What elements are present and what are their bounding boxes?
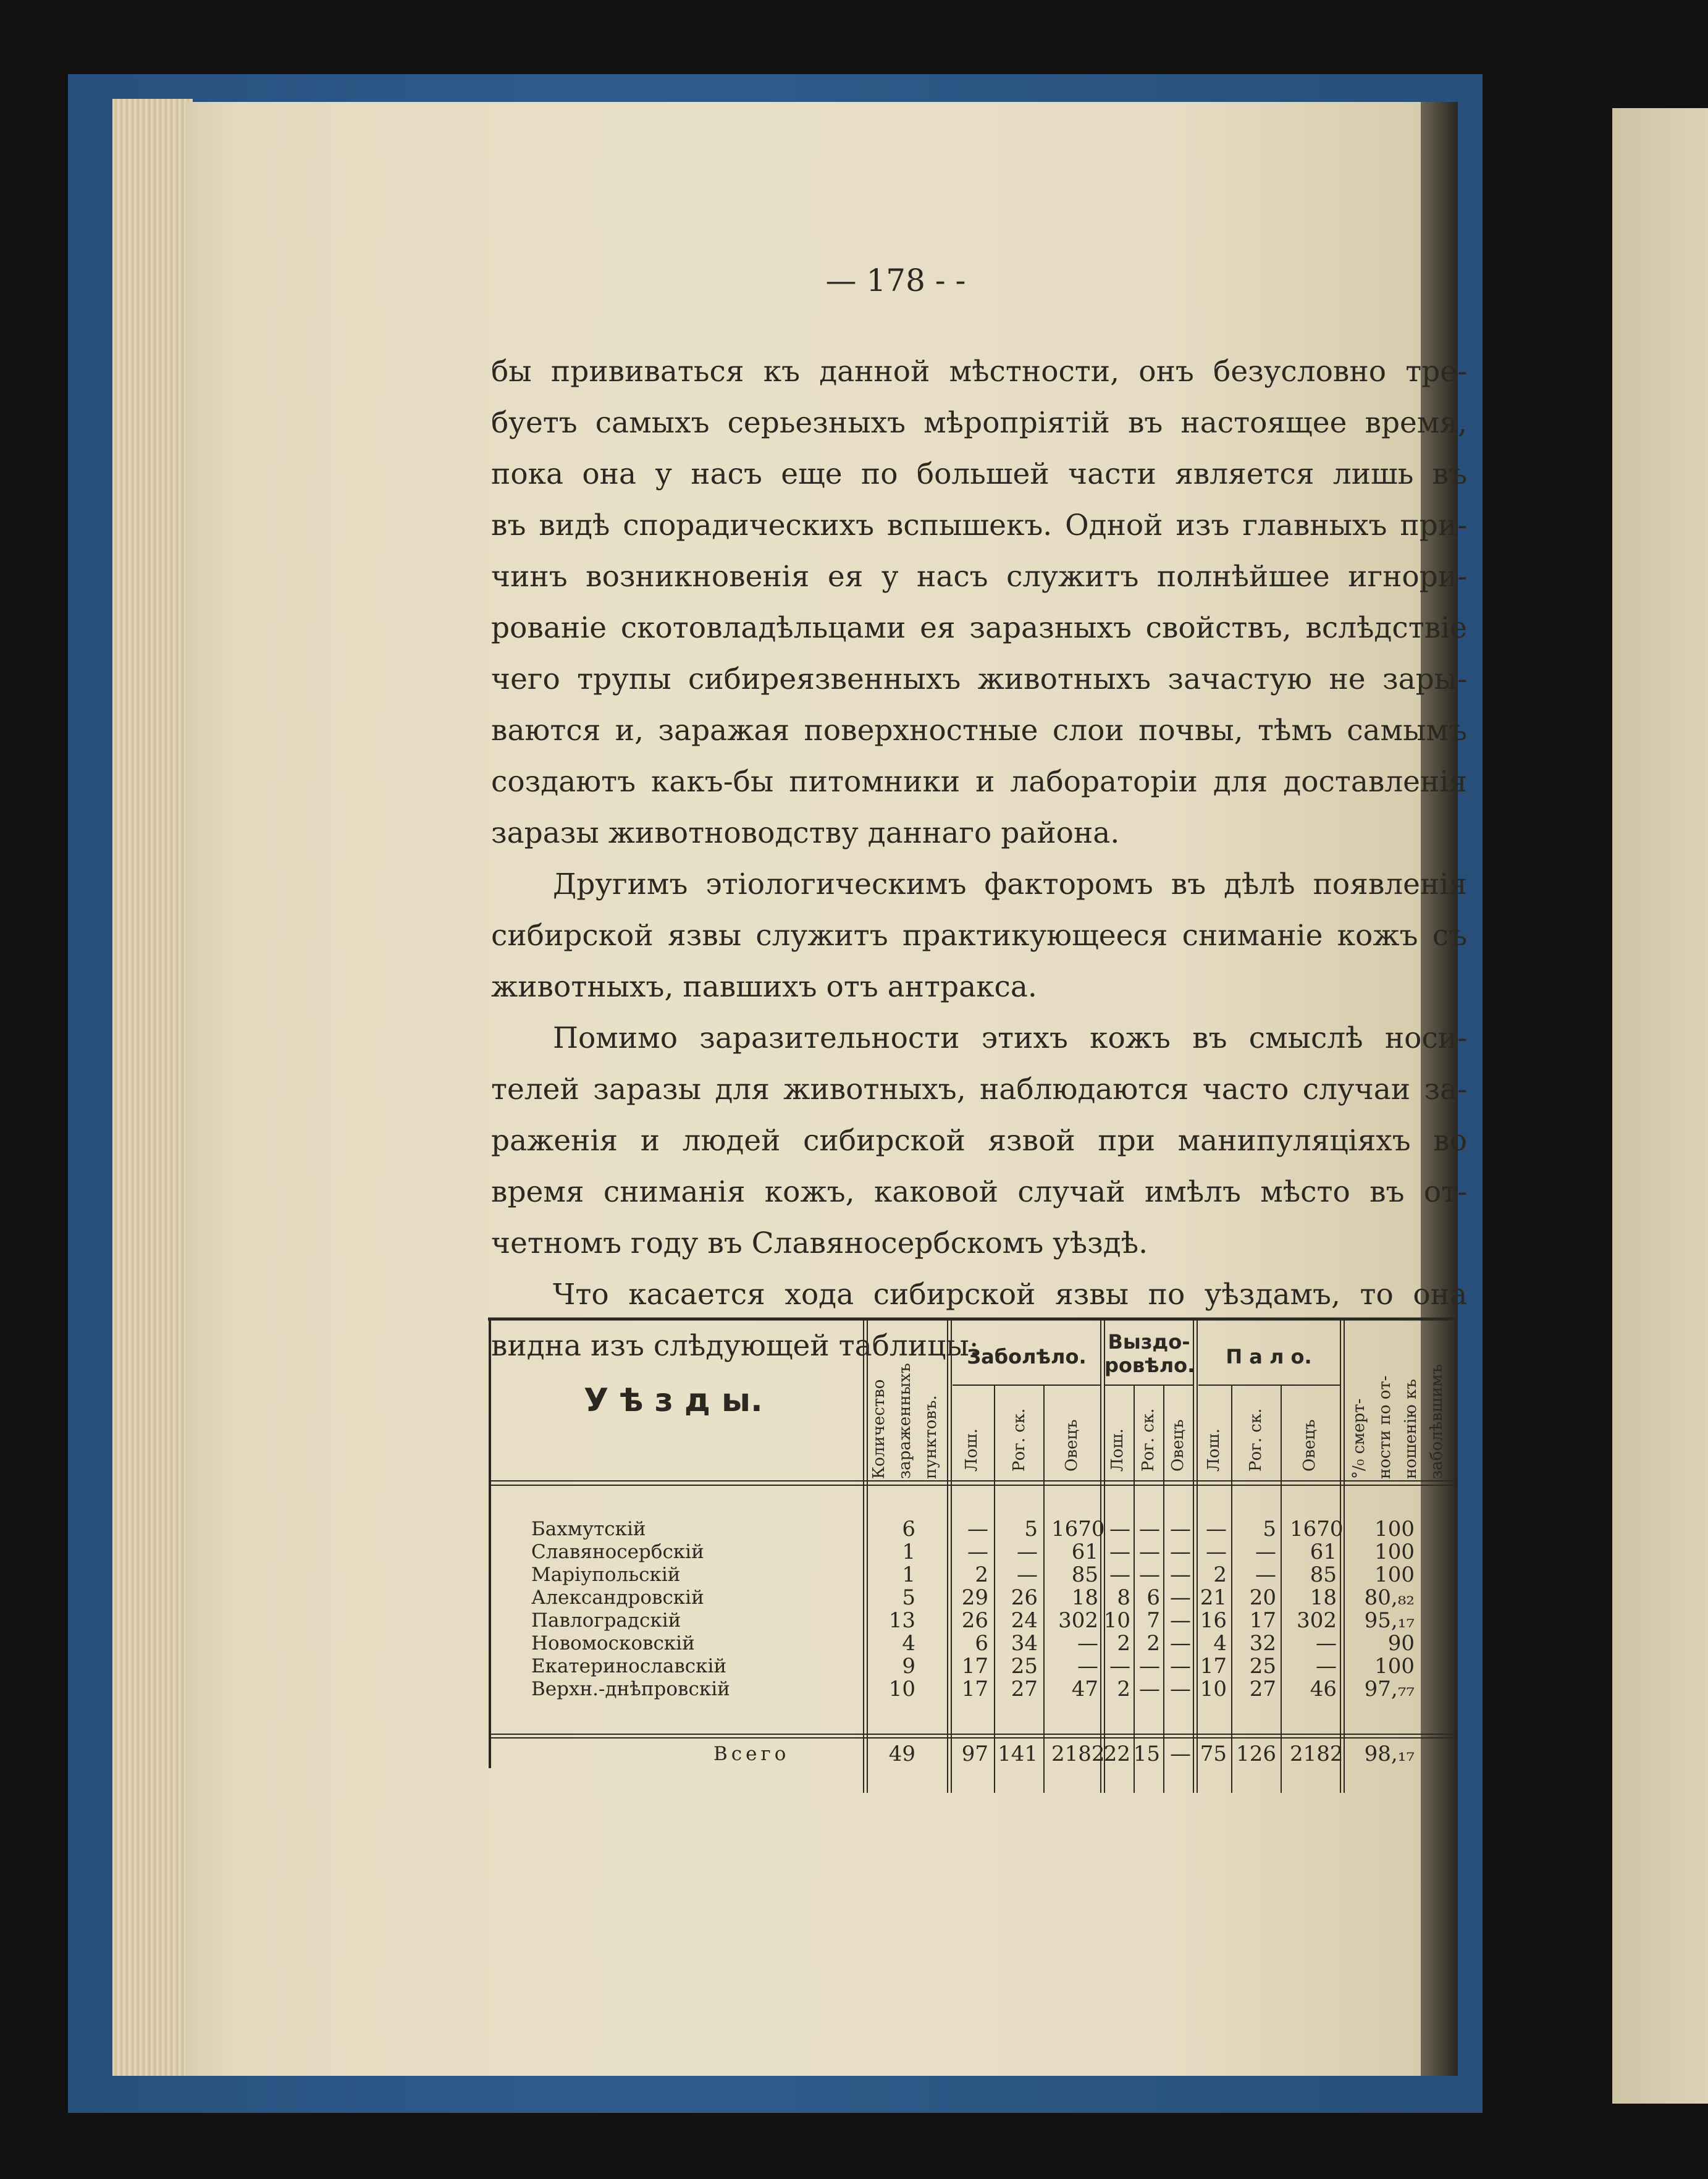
page-edges bbox=[112, 99, 193, 2076]
text-line: ваются и, заражая поверхностные слои почвы, тѣмъ самымъ bbox=[491, 714, 1467, 748]
mortality-header-3: ношенію къ bbox=[1402, 1379, 1420, 1479]
page-number: — 178 - - bbox=[825, 263, 966, 298]
cell-value: 10 bbox=[1103, 1608, 1130, 1633]
cell-value: 7 bbox=[1146, 1608, 1160, 1633]
cell-value: 6 bbox=[975, 1631, 988, 1656]
cell-value: 49 bbox=[888, 1742, 915, 1766]
cell-value: 2 bbox=[1213, 1562, 1227, 1587]
cell-value: 2 bbox=[1146, 1631, 1160, 1656]
cell-value: 80,₈₂ bbox=[1364, 1585, 1415, 1610]
cell-value: 29 bbox=[961, 1585, 988, 1610]
statistics-table bbox=[488, 1317, 1458, 1793]
infected-points-header-1: Количество bbox=[870, 1379, 888, 1479]
sick-header: Заболѣло. bbox=[967, 1345, 1087, 1368]
text-line: буетъ самыхъ серьезныхъ мѣропріятій въ настоящее время, bbox=[491, 406, 1467, 440]
cell-value: 1 bbox=[902, 1562, 915, 1587]
cell-value: 2 bbox=[1117, 1677, 1130, 1701]
cell-value: 2 bbox=[975, 1562, 988, 1587]
table-row bbox=[488, 1585, 1458, 1610]
cell-value: 141 bbox=[998, 1742, 1038, 1766]
district-name: Новомосковскій bbox=[531, 1632, 695, 1654]
cell-value: 17 bbox=[961, 1654, 988, 1679]
cell-value: — bbox=[1206, 1540, 1227, 1564]
text-line: раженія и людей сибирской язвой при манипуляціяхъ во bbox=[491, 1124, 1467, 1158]
district-name: Бахмутскій bbox=[531, 1518, 646, 1540]
cell-value: 5 bbox=[1024, 1517, 1038, 1541]
cell-value: 1 bbox=[902, 1540, 915, 1564]
cell-value: 85 bbox=[1310, 1562, 1337, 1587]
recovered-header-1: Выздо- bbox=[1108, 1330, 1190, 1354]
cell-value: — bbox=[967, 1540, 988, 1564]
died-header: П а л о. bbox=[1226, 1345, 1312, 1368]
sick-cattle-header: Рог. ск. bbox=[1010, 1408, 1029, 1472]
table-row bbox=[488, 1677, 1458, 1701]
district-name: Верхн.-днѣпровскій bbox=[531, 1678, 730, 1700]
cell-value: 5 bbox=[902, 1585, 915, 1610]
cell-value: 18 bbox=[1071, 1585, 1098, 1610]
cell-value: 16 bbox=[1200, 1608, 1227, 1633]
cell-value: 34 bbox=[1011, 1631, 1038, 1656]
text-line: чего трупы сибиреязвенныхъ животныхъ зачастую не зары- bbox=[491, 662, 1467, 696]
cell-value: 17 bbox=[961, 1677, 988, 1701]
cell-value: 100 bbox=[1374, 1654, 1415, 1679]
infected-points-header-2: зараженныхъ bbox=[896, 1363, 914, 1479]
district-name: Маріупольскій bbox=[531, 1564, 681, 1586]
cell-value: 4 bbox=[1213, 1631, 1227, 1656]
died-sheep-header: Овецъ bbox=[1300, 1419, 1319, 1472]
mortality-header-2: ности по от- bbox=[1376, 1375, 1394, 1479]
text-line: четномъ году въ Славяносербскомъ уѣздѣ. bbox=[491, 1226, 1148, 1260]
cell-value: 25 bbox=[1011, 1654, 1038, 1679]
cell-value: — bbox=[1206, 1517, 1227, 1541]
cell-value: — bbox=[1170, 1742, 1191, 1766]
cell-value: 32 bbox=[1249, 1631, 1276, 1656]
cell-value: — bbox=[1109, 1654, 1130, 1679]
cell-value: 97 bbox=[961, 1742, 988, 1766]
text-line: время сниманія кожъ, каковой случай имѣлъ мѣсто въ от- bbox=[491, 1175, 1467, 1209]
cell-value: 98,₁₇ bbox=[1364, 1742, 1415, 1766]
cell-value: 5 bbox=[1263, 1517, 1276, 1541]
cell-value: 90 bbox=[1387, 1631, 1415, 1656]
district-name: Павлоградскій bbox=[531, 1609, 681, 1632]
cell-value: — bbox=[1139, 1517, 1160, 1541]
cell-value: 26 bbox=[961, 1608, 988, 1633]
cell-value: — bbox=[1139, 1562, 1160, 1587]
cell-value: 13 bbox=[888, 1608, 915, 1633]
text-line: Другимъ этіологическимъ факторомъ въ дѣлѣ появленія bbox=[553, 867, 1467, 901]
text-line: рованіе скотовладѣльцами ея заразныхъ свойствъ, вслѣдствіе bbox=[491, 611, 1467, 645]
cell-value: 97,₇₇ bbox=[1364, 1677, 1415, 1701]
cell-value: 95,₁₇ bbox=[1364, 1608, 1415, 1633]
text-line: заразы животноводству даннаго района. bbox=[491, 816, 1120, 850]
text-line: видна изъ слѣдующей таблицы: bbox=[491, 1329, 979, 1363]
table-row bbox=[488, 1517, 1458, 1541]
cell-value: 46 bbox=[1310, 1677, 1337, 1701]
cell-value: 17 bbox=[1249, 1608, 1276, 1633]
cell-value: — bbox=[1255, 1562, 1276, 1587]
cell-value: — bbox=[1139, 1540, 1160, 1564]
mortality-header-1: °/₀ смерт- bbox=[1350, 1398, 1368, 1479]
cell-value: 2 bbox=[1117, 1631, 1130, 1656]
cell-value: — bbox=[1139, 1654, 1160, 1679]
cell-value: 15 bbox=[1133, 1742, 1160, 1766]
recovered-cattle-header: Рог. ск. bbox=[1139, 1408, 1158, 1472]
cell-value: 61 bbox=[1310, 1540, 1337, 1564]
cell-value: — bbox=[1170, 1562, 1191, 1587]
text-line: Что касается хода сибирской язвы по уѣздамъ, то она bbox=[553, 1278, 1467, 1312]
cell-value: 6 bbox=[902, 1517, 915, 1541]
recovered-header-2: ровѣло. bbox=[1104, 1354, 1195, 1377]
cell-value: 100 bbox=[1374, 1562, 1415, 1587]
cell-value: — bbox=[1170, 1517, 1191, 1541]
cell-value: 126 bbox=[1236, 1742, 1276, 1766]
recovered-horses-header: Лош. bbox=[1108, 1428, 1127, 1472]
table-total-row bbox=[488, 1742, 1458, 1766]
cell-value: 10 bbox=[1200, 1677, 1227, 1701]
cell-value: 21 bbox=[1200, 1585, 1227, 1610]
cell-value: 75 bbox=[1200, 1742, 1227, 1766]
cell-value: 302 bbox=[1058, 1608, 1098, 1633]
district-name: Екатеринославскій bbox=[531, 1655, 727, 1677]
cell-value: 17 bbox=[1200, 1654, 1227, 1679]
cell-value: — bbox=[1255, 1540, 1276, 1564]
cell-value: 27 bbox=[1011, 1677, 1038, 1701]
cell-value: — bbox=[1170, 1631, 1191, 1656]
table-row bbox=[488, 1608, 1458, 1633]
district-name: Александровскій bbox=[531, 1587, 704, 1609]
cell-value: 302 bbox=[1297, 1608, 1337, 1633]
cell-value: — bbox=[1316, 1631, 1337, 1656]
cell-value: — bbox=[1170, 1585, 1191, 1610]
cell-value: 4 bbox=[902, 1631, 915, 1656]
cell-value: — bbox=[1170, 1608, 1191, 1633]
cell-value: — bbox=[1017, 1540, 1038, 1564]
cell-value: — bbox=[1316, 1654, 1337, 1679]
cell-value: 61 bbox=[1071, 1540, 1098, 1564]
cell-value: — bbox=[1170, 1677, 1191, 1701]
table-row bbox=[488, 1540, 1458, 1564]
cell-value: — bbox=[1170, 1540, 1191, 1564]
cell-value: 27 bbox=[1249, 1677, 1276, 1701]
table-row bbox=[488, 1562, 1458, 1587]
cell-value: — bbox=[1109, 1540, 1130, 1564]
died-horses-header: Лош. bbox=[1205, 1428, 1223, 1472]
text-line: животныхъ, павшихъ отъ антракса. bbox=[491, 970, 1037, 1004]
cell-value: 6 bbox=[1146, 1585, 1160, 1610]
cell-value: 1670 bbox=[1051, 1517, 1105, 1541]
text-line: бы прививаться къ данной мѣстности, онъ безусловно тре- bbox=[491, 355, 1467, 389]
district-header: У ѣ з д ы. bbox=[584, 1382, 763, 1419]
cell-value: — bbox=[1170, 1654, 1191, 1679]
infected-points-header-3: пунктовъ. bbox=[922, 1395, 940, 1479]
recovered-sheep-header: Овецъ bbox=[1169, 1419, 1187, 1472]
sick-sheep-header: Овецъ bbox=[1062, 1419, 1081, 1472]
cell-value: — bbox=[1109, 1517, 1130, 1541]
cell-value: 22 bbox=[1103, 1742, 1130, 1766]
cell-value: 85 bbox=[1071, 1562, 1098, 1587]
text-line: Помимо заразительности этихъ кожъ въ смыслѣ носи- bbox=[553, 1021, 1467, 1055]
text-line: телей заразы для животныхъ, наблюдаются часто случаи за- bbox=[491, 1073, 1467, 1106]
cell-value: 25 bbox=[1249, 1654, 1276, 1679]
body-text bbox=[491, 346, 1467, 1372]
cell-value: 8 bbox=[1117, 1585, 1130, 1610]
text-line: чинъ возникновенія ея у насъ служитъ полнѣйшее игнори- bbox=[491, 560, 1467, 594]
cell-value: 10 bbox=[888, 1677, 915, 1701]
cell-value: — bbox=[1077, 1631, 1098, 1656]
died-cattle-header: Рог. ск. bbox=[1247, 1408, 1265, 1472]
cell-value: 2182 bbox=[1051, 1742, 1105, 1766]
district-name: Славяносербскій bbox=[531, 1541, 704, 1563]
mortality-header-4: заболѣвшимъ bbox=[1428, 1363, 1446, 1479]
cell-value: 100 bbox=[1374, 1540, 1415, 1564]
table-row bbox=[488, 1654, 1458, 1679]
cell-value: 20 bbox=[1249, 1585, 1276, 1610]
cell-value: 47 bbox=[1071, 1677, 1098, 1701]
cell-value: 26 bbox=[1011, 1585, 1038, 1610]
cell-value: — bbox=[1077, 1654, 1098, 1679]
facing-page-edge bbox=[1612, 108, 1708, 2104]
cell-value: 1670 bbox=[1290, 1517, 1344, 1541]
district-name: Всего bbox=[713, 1743, 790, 1765]
cell-value: 24 bbox=[1011, 1608, 1038, 1633]
cell-value: 18 bbox=[1310, 1585, 1337, 1610]
text-line: пока она у насъ еще по большей части является лишь въ bbox=[491, 457, 1467, 491]
cell-value: — bbox=[1017, 1562, 1038, 1587]
cell-value: — bbox=[1109, 1562, 1130, 1587]
cell-value: 100 bbox=[1374, 1517, 1415, 1541]
sick-horses-header: Лош. bbox=[962, 1428, 981, 1472]
text-line: въ видѣ спорадическихъ вспышекъ. Одной изъ главныхъ при- bbox=[491, 508, 1467, 542]
text-line: сибирской язвы служитъ практикующееся сниманіе кожъ съ bbox=[491, 919, 1467, 953]
text-line: создаютъ какъ-бы питомники и лабораторіи для доставленія bbox=[491, 765, 1467, 799]
table-row bbox=[488, 1631, 1458, 1656]
cell-value: — bbox=[1139, 1677, 1160, 1701]
cell-value: 9 bbox=[902, 1654, 915, 1679]
cell-value: 2182 bbox=[1290, 1742, 1344, 1766]
cell-value: — bbox=[967, 1517, 988, 1541]
